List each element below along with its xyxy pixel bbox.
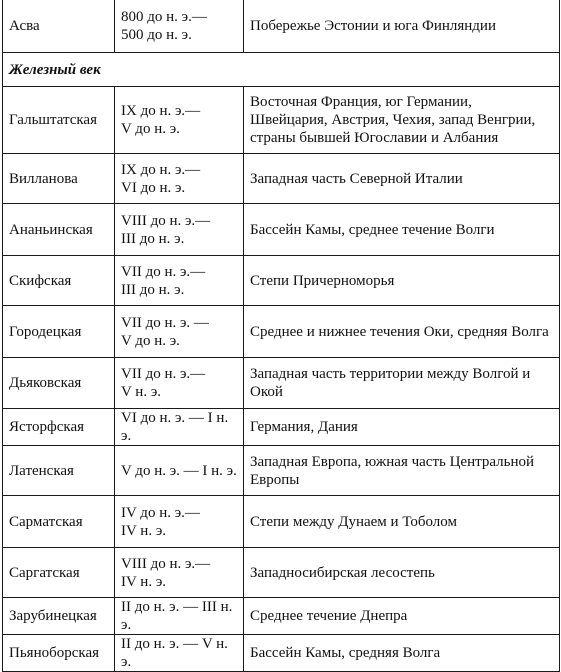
culture-region: Побережье Эстонии и юга Финляндии: [244, 0, 560, 53]
culture-name: Пьяноборская: [3, 635, 115, 672]
table-row: [3, 409, 560, 446]
culture-region: Западная часть Северной Италии: [244, 154, 560, 204]
table-row: [3, 306, 560, 358]
culture-name: Ананьинская: [3, 204, 115, 256]
culture-name: Скифская: [3, 256, 115, 306]
culture-region: Восточная Франция, юг Германии, Швейцария, Австрия, Чехия, запад Венгрии, страны бывшей Югославии и Албания: [244, 87, 560, 154]
table-row: [3, 204, 560, 256]
culture-date: VIII до н. э.— IV н. э.: [115, 548, 244, 598]
table-row: [3, 548, 560, 598]
culture-region: Бассейн Камы, средняя Волга: [244, 635, 560, 672]
section-header: Железный век: [3, 53, 560, 87]
culture-region: Западносибирская лесостепь: [244, 548, 560, 598]
table-row: [3, 446, 560, 496]
section-header-row: [3, 53, 560, 87]
table-row: [3, 496, 560, 548]
culture-date: IV до н. э.— IV н. э.: [115, 496, 244, 548]
culture-name: Сарматская: [3, 496, 115, 548]
culture-region: Западная Европа, южная часть Центральной Европы: [244, 446, 560, 496]
cultures-table: [2, 0, 560, 672]
table-row: [3, 358, 560, 409]
culture-name: Саргатская: [3, 548, 115, 598]
culture-region: Германия, Дания: [244, 409, 560, 446]
culture-date: VII до н. э.— III до н. э.: [115, 256, 244, 306]
culture-name: Ясторфская: [3, 409, 115, 446]
culture-name: Латенская: [3, 446, 115, 496]
culture-date: VIII до н. э.— III до н. э.: [115, 204, 244, 256]
table-row: [3, 87, 560, 154]
culture-name: Городецкая: [3, 306, 115, 358]
culture-date: VII до н. э.— V н. э.: [115, 358, 244, 409]
culture-region: Степи между Дунаем и Тоболом: [244, 496, 560, 548]
culture-date: VII до н. э. — V до н. э.: [115, 306, 244, 358]
table-row: [3, 598, 560, 635]
culture-name: Дьяковская: [3, 358, 115, 409]
culture-name: Вилланова: [3, 154, 115, 204]
culture-date: II до н. э. — III н. э.: [115, 598, 244, 635]
culture-region: Степи Причерноморья: [244, 256, 560, 306]
culture-date: V до н. э. — I н. э.: [115, 446, 244, 496]
culture-name: Зарубинецкая: [3, 598, 115, 635]
culture-name: Гальштатская: [3, 87, 115, 154]
table-row: [3, 256, 560, 306]
culture-date: VI до н. э. — I н. э.: [115, 409, 244, 446]
table-row: [3, 0, 560, 53]
table-row: [3, 154, 560, 204]
culture-date: 800 до н. э.— 500 до н. э.: [115, 0, 244, 53]
table-row: [3, 635, 560, 672]
culture-date: IX до н. э.— V до н. э.: [115, 87, 244, 154]
culture-region: Среднее течение Днепра: [244, 598, 560, 635]
culture-region: Среднее и нижнее течения Оки, средняя Волга: [244, 306, 560, 358]
culture-region: Бассейн Камы, среднее течение Волги: [244, 204, 560, 256]
culture-name: Асва: [3, 0, 115, 53]
culture-region: Западная часть территории между Волгой и Окой: [244, 358, 560, 409]
culture-date: II до н. э. — V н. э.: [115, 635, 244, 672]
culture-date: IX до н. э.— VI до н. э.: [115, 154, 244, 204]
